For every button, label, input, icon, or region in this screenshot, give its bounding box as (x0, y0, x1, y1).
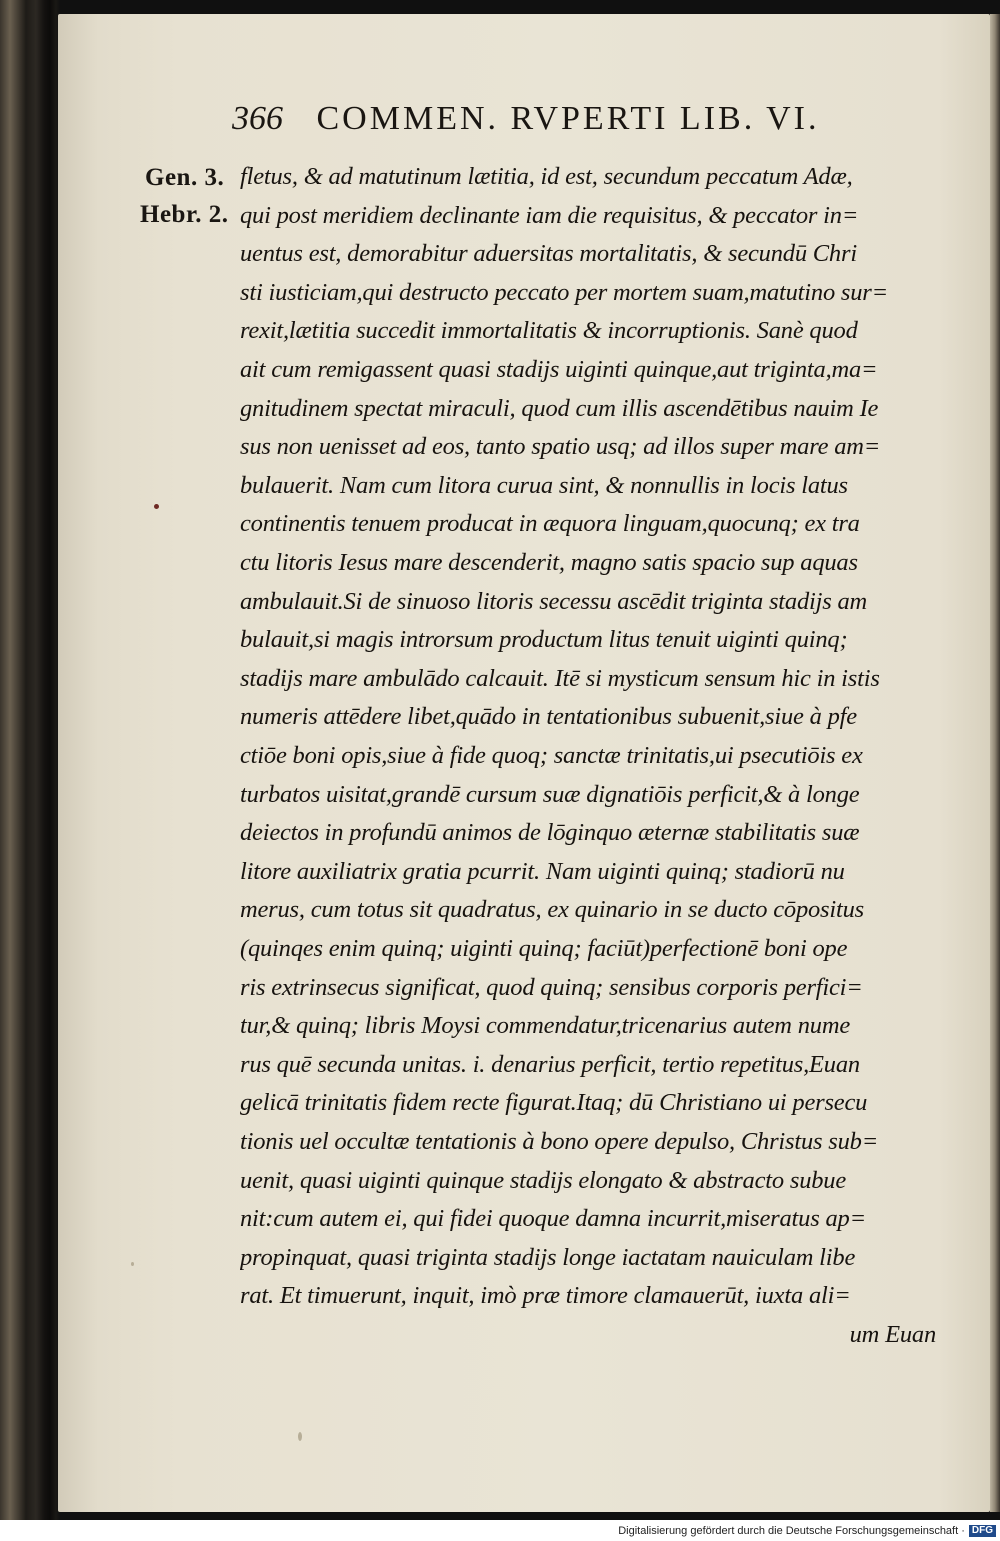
paper-speck (131, 1262, 134, 1266)
text-line: ctu litoris Iesus mare descenderit, magno satis spacio sup aquas (240, 549, 858, 576)
text-line: (quinqes enim quinq; uiginti quinq; faciūt)perfectionē boni ope (240, 935, 848, 962)
text-line: merus, cum totus sit quadratus, ex quinario in se ducto cōpositus (240, 896, 864, 924)
running-header (232, 100, 872, 144)
text-line: stadijs mare ambulādo calcauit. Itē si mysticum sensum hic in istis (240, 664, 880, 692)
text-line: rexit,lætitia succedit immortalitatis & incorruptionis. Sanè quod (240, 317, 858, 345)
text-line: nit:cum autem ei, qui fidei quoque damna incurrit,miseratus ap= (240, 1205, 866, 1233)
text-line: tur,& quinq; libris Moysi commendatur,tricenarius autem nume (240, 1012, 850, 1040)
text-line: ambulauit.Si de sinuoso litoris secessu ascēdit triginta stadijs am (240, 587, 868, 615)
footer-bar (0, 1520, 1000, 1541)
text-line: gnitudinem spectat miraculi, quod cum illis ascendētibus nauim Ie (240, 394, 879, 422)
text-line: bulauit,si magis introrsum productum litus tenuit uiginti quinq; (240, 626, 848, 654)
text-line: uentus est, demorabitur aduersitas mortalitatis, & secundū Chri (240, 240, 857, 268)
margin-note: Gen. 3. (145, 164, 225, 191)
text-line: qui post meridiem declinante iam die requisitus, & peccator in= (240, 201, 859, 229)
paper-speck (298, 1432, 302, 1441)
text-line: bulauerit. Nam cum litora curua sint, & nonnullis in locis latus (240, 471, 848, 499)
text-line: uenit, quasi uiginti quinque stadijs elongato & abstracto subue (240, 1166, 847, 1194)
margin-note: Hebr. 2. (140, 201, 229, 228)
funding-notice: Digitalisierung gefördert durch die Deutsche Forschungsgemeinschaft · (618, 1524, 965, 1537)
text-line: deiectos in profundū animos de lōginquo æternæ stabilitatis suæ (240, 819, 860, 847)
text-line: tionis uel occultæ tentationis à bono opere depulso, Christus sub= (240, 1128, 879, 1155)
text-line: turbatos uisitat,grandē cursum suæ dignatiōis perficit,& à longe (240, 780, 860, 808)
text-line: continentis tenuem producat in æquora linguam,quocunq; ex tra (240, 510, 860, 538)
text-line: litore auxiliatrix gratia pcurrit. Nam uiginti quinq; stadiorū nu (240, 857, 845, 885)
text-line: numeris attēdere libet,quādo in tentationibus subuenit,siue à pfe (240, 703, 857, 731)
text-line: fletus, & ad matutinum lætitia, id est, secundum peccatum Adæ, (240, 163, 853, 190)
running-title: COMMEN. RVPERTI LIB. VI. (316, 100, 820, 137)
dfg-logo: DFG (969, 1525, 996, 1537)
margin-mark (154, 504, 159, 509)
text-line: ctiōe boni opis,siue à fide quoq; sanctæ trinitatis,ui psecutiōis ex (240, 742, 863, 769)
text-line: sti iusticiam,qui destructo peccato per mortem suam,matutino sur= (240, 278, 888, 306)
text-line: gelicā trinitatis fidem recte figurat.Itaq; dū Christiano ui persecu (240, 1089, 868, 1117)
page-number: 366 (232, 100, 283, 137)
text-line: rus quē secunda unitas. i. denarius perficit, tertio repetitus,Euan (240, 1050, 860, 1078)
text-line: rat. Et timuerunt, inquit, imò præ timore clamauerūt, iuxta ali= (240, 1282, 851, 1310)
text-line: propinquat, quasi triginta stadijs longe iactatam nauiculam libe (240, 1243, 856, 1271)
text-line: ris extrinsecus significat, quod quinq; sensibus corporis perfici= (240, 973, 863, 1001)
text-line: sus non uenisset ad eos, tanto spatio usq; ad illos super mare am= (240, 433, 881, 461)
text-line: um Euan (849, 1321, 936, 1348)
text-line: ait cum remigassent quasi stadijs uiginti quinque,aut triginta,ma= (240, 356, 878, 383)
page-edge (990, 14, 1000, 1512)
